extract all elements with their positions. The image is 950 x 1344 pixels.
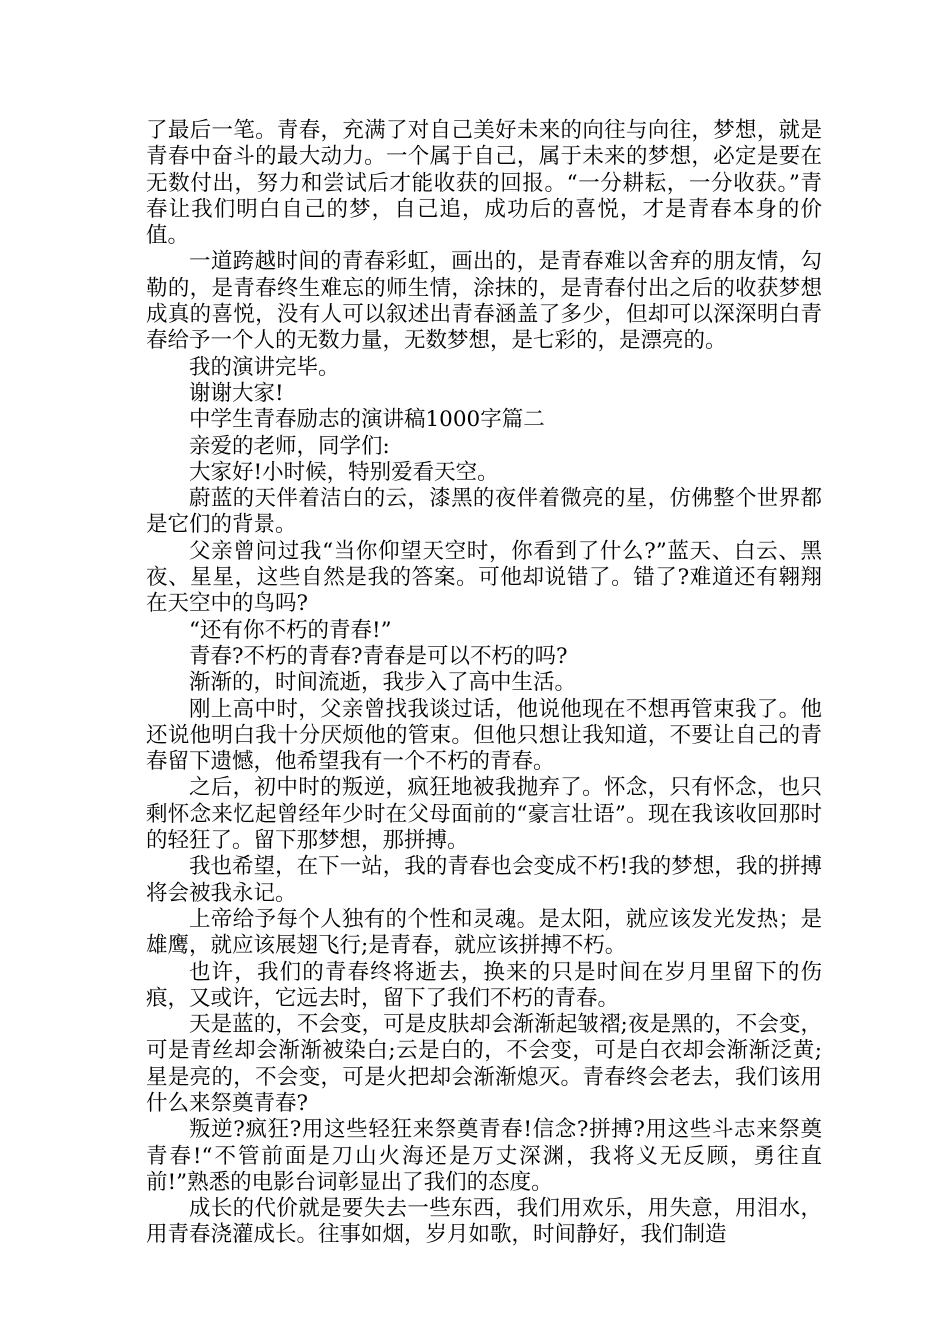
paragraph-continuation: 了最后一笔。青春，充满了对自己美好未来的向往与向往，梦想，就是青春中奋斗的最大动力。一个属于自己，属于未来的梦想，必定是要在无数付出，努力和尝试后才能收获的回报。“一分耕耘，一分收获。”青春让我们明白自己的梦，自己追，成功后的喜悦，才是青春本身的价值。	[146, 118, 822, 249]
paragraph: “还有你不朽的青春!”	[189, 617, 392, 643]
paragraph: 上帝给予每个人独有的个性和灵魂。是太阳，就应该发光发热；是雄鹰，就应该展翅飞行;是青春，就应该拼搏不朽。	[146, 906, 822, 959]
paragraph: 我也希望，在下一站，我的青春也会变成不朽!我的梦想，我的拼搏将会被我永记。	[146, 854, 822, 906]
paragraph: 也许，我们的青春终将逝去，换来的只是时间在岁月里留下的伤痕，又或许，它远去时，留下了我们不朽的青春。	[146, 959, 822, 1011]
paragraph: 天是蓝的，不会变，可是皮肤却会渐渐起皱褶;夜是黑的，不会变，可是青丝却会渐渐被染白;云是白的，不会变，可是白衣却会渐渐泛黄;星是亮的，不会变，可是火把却会渐渐熄灭。青春终会老去，我们该用什么来祭奠青春?	[146, 1012, 822, 1116]
paragraph: 青春?不朽的青春?青春是可以不朽的吗?	[189, 643, 568, 669]
speech-body	[146, 118, 822, 1249]
closing-thanks: 谢谢大家!	[189, 380, 284, 406]
paragraph: 叛逆?疯狂?用这些轻狂来祭奠青春!信念?拼搏?用这些斗志来祭奠青春!“不管前面是刀山火海还是万丈深渊，我将义无反顾，勇往直前!”熟悉的电影台词彰显出了我们的态度。	[146, 1117, 822, 1195]
paragraph: 父亲曾问过我“当你仰望天空时，你看到了什么?”蓝天、白云、黑夜、星星，这些自然是我的答案。可他却说错了。错了?难道还有翱翔在天空中的鸟吗?	[146, 538, 822, 617]
paragraph: 成长的代价就是要失去一些东西，我们用欢乐，用失意，用泪水，用青春浇灌成长。往事如烟，岁月如歌，时间静好，我们制造	[146, 1196, 822, 1248]
paragraph: 蔚蓝的天伴着洁白的云，漆黑的夜伴着微亮的星，仿佛整个世界都是它们的背景。	[146, 486, 822, 538]
paragraph: 渐渐的，时间流逝，我步入了高中生活。	[189, 670, 577, 696]
paragraph: 大家好!小时候，特别爱看天空。	[189, 459, 499, 485]
salutation: 亲爱的老师，同学们:	[189, 433, 390, 459]
section-title: 中学生青春励志的演讲稿1000字篇二	[189, 407, 545, 433]
closing-line: 我的演讲完毕。	[189, 354, 340, 380]
paragraph: 刚上高中时，父亲曾找我谈过话，他说他现在不想再管束我了。他还说他明白我十分厌烦他的管束。但他只想让我知道，不要让自己的青春留下遗憾，他希望我有一个不朽的青春。	[146, 696, 822, 775]
paragraph: 之后，初中时的叛逆，疯狂地被我抛弃了。怀念，只有怀念，也只剩怀念来忆起曾经年少时在父母面前的“豪言壮语”。现在我该收回那时的轻狂了。留下那梦想，那拼搏。	[146, 775, 822, 854]
paragraph: 一道跨越时间的青春彩虹，画出的，是青春难以舍弃的朋友情，勾勒的，是青春终生难忘的师生情，涂抹的，是青春付出之后的收获梦想成真的喜悦，没有人可以叙述出青春涵盖了多少，但却可以深深明白青春给予一个人的无数力量，无数梦想，是七彩的，是漂亮的。	[146, 249, 822, 354]
